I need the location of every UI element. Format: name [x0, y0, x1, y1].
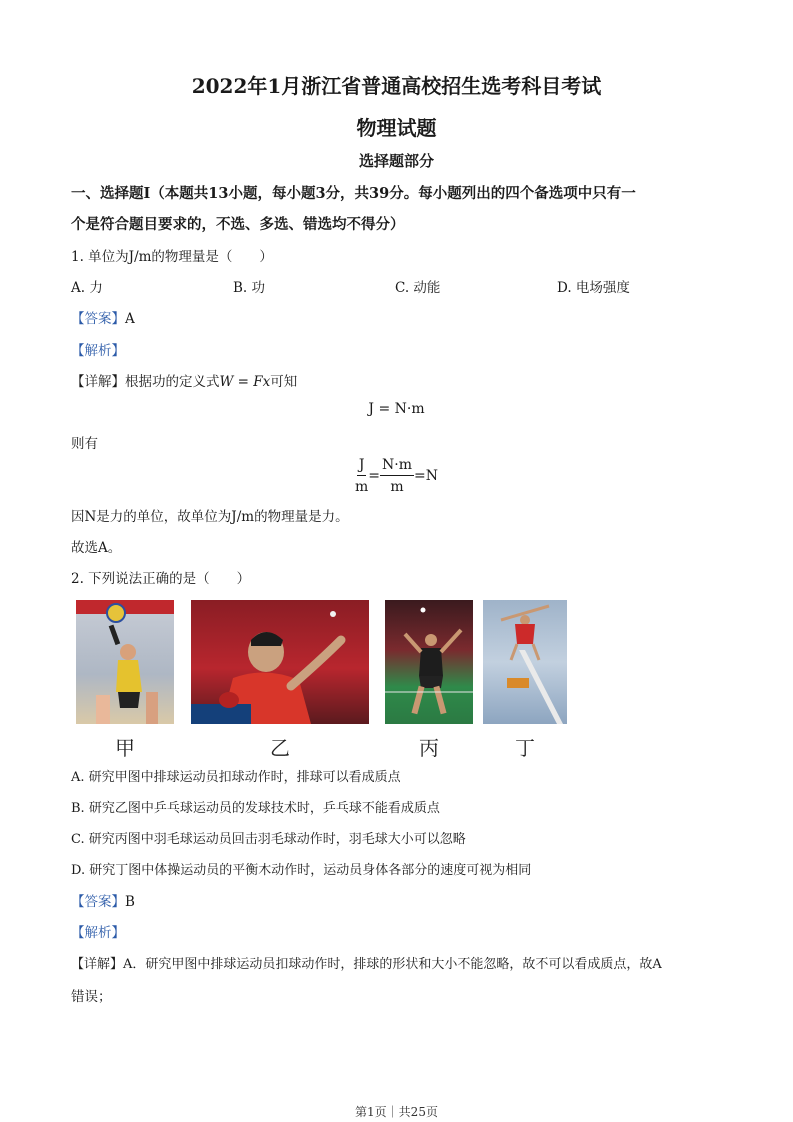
- q1-fraction-1-num: J: [357, 456, 367, 476]
- section-instruction-line1: 一、选择题Ⅰ（本题共13小题，每小题3分，共39分。每小题列出的四个备选项中只有一: [71, 185, 636, 202]
- q2-detail-line1: [71, 953, 662, 972]
- caption-jia: 甲: [115, 736, 135, 760]
- q1-choose: 故选A。: [71, 540, 122, 556]
- q2-option-c: C. 研究丙图中羽毛球运动员回击羽毛球动作时，羽毛球大小可以忽略: [71, 832, 466, 847]
- q1-equation-1: J = N·m: [368, 401, 425, 417]
- q2-option-b: B. 研究乙图中乒乓球运动员的发球技术时，乒乓球不能看成质点: [71, 801, 440, 816]
- photo-balance-beam: [483, 600, 567, 724]
- caption-bing: 丙: [419, 736, 439, 760]
- q2-option-a: A. 研究甲图中排球运动员扣球动作时，排球可以看成质点: [71, 770, 401, 785]
- q1-option-d: D. 电场强度: [557, 280, 630, 296]
- q1-result: =N: [414, 468, 438, 484]
- q1-option-c: C. 动能: [395, 280, 441, 296]
- badminton-player-image: [385, 600, 473, 724]
- q1-detail-tail: 可知: [270, 374, 298, 390]
- q1-analysis-tag: 【解析】: [71, 343, 125, 359]
- q1-stem: 1. 单位为J/m的物理量是（ ）: [71, 249, 273, 265]
- q2-answer: [71, 890, 135, 910]
- q1-answer-value: A: [125, 311, 135, 327]
- photo-table-tennis: [191, 600, 369, 724]
- q2-answer-tag: 【答案】: [71, 894, 125, 910]
- q1-conclusion: 因N是力的单位，故单位为J/m的物理量是力。: [71, 509, 349, 525]
- volleyball-player-image: [76, 600, 174, 724]
- q1-formula-fx: Fx: [253, 374, 271, 390]
- q2-detail-text: A．研究甲图中排球运动员扣球动作时，排球的形状和大小不能忽略，故不可以看成质点，故A: [123, 957, 662, 972]
- q1-fraction-2-num: N·m: [380, 456, 414, 476]
- subject-title: 物理试题: [356, 116, 437, 140]
- q2-stem: 2. 下列说法正确的是（ ）: [71, 571, 251, 587]
- q2-answer-value: B: [125, 894, 135, 910]
- q1-option-a: A. 力: [71, 280, 103, 296]
- q1-fraction-2: [380, 456, 414, 496]
- page-footer: 第1页｜共25页: [355, 1105, 438, 1119]
- q1-detail-text: 根据功的定义式: [125, 374, 220, 390]
- q1-fraction-2-den: m: [390, 479, 404, 495]
- q1-equals-sign: =: [368, 468, 381, 484]
- part-title: 选择题部分: [358, 152, 434, 170]
- section-instruction-line2: 个是符合题目要求的，不选、多选、错选均不得分）: [71, 216, 405, 233]
- caption-ding: 丁: [515, 736, 535, 760]
- q1-detail-tag: 【详解】: [71, 374, 125, 390]
- q1-answer-tag: 【答案】: [71, 311, 125, 327]
- photo-badminton: [385, 600, 473, 724]
- q1-fraction-1-den: m: [355, 479, 369, 495]
- q1-answer: [71, 307, 135, 327]
- q2-option-d: D. 研究丁图中体操运动员的平衡木动作时，运动员身体各部分的速度可视为相同: [71, 863, 532, 878]
- q1-formula-w: W: [219, 374, 234, 390]
- q1-fraction-equation: [0, 456, 793, 496]
- photo-volleyball: [76, 600, 174, 724]
- q1-detail: [71, 370, 297, 390]
- q1-then: 则有: [71, 436, 98, 452]
- table-tennis-player-image: [191, 600, 369, 724]
- q2-detail-line2: 错误；: [71, 989, 112, 1005]
- q2-detail-tag: 【详解】: [71, 957, 124, 972]
- q2-analysis-tag: 【解析】: [71, 925, 125, 941]
- q1-fraction-1: [355, 456, 368, 496]
- q1-formula-eq: =: [233, 374, 254, 390]
- caption-yi: 乙: [270, 736, 290, 760]
- q1-option-b: B. 功: [233, 280, 266, 296]
- exam-title: 2022年1月浙江省普通高校招生选考科目考试: [191, 74, 602, 98]
- gymnast-image: [483, 600, 567, 724]
